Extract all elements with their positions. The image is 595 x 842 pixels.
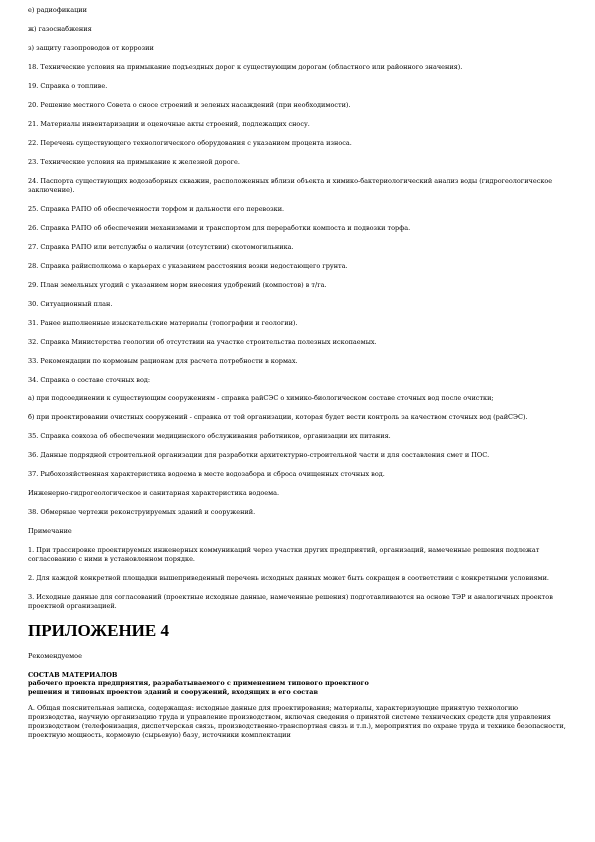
list-item: з) защиту газопроводов от коррозии bbox=[28, 43, 154, 52]
list-item: 32. Справка Министерства геологии об отсутствии на участке строительства полезных ископаемых. bbox=[28, 337, 377, 346]
list-item: 36. Данные подрядной строительной организации для разработки архитектурно-строительной части и для составления смет и ПОС. bbox=[28, 451, 490, 460]
note-item: 3. Исходные данные для согласований (проектные исходные данные, намеченные решения) подготавливаются на основе ТЭР и аналогичных проектов проектной организацией. bbox=[28, 593, 553, 610]
list-item: 33. Рекомендации по кормовым рационам для расчета потребности в кормах. bbox=[28, 356, 298, 365]
items-top-list bbox=[28, 6, 567, 517]
list-item: а) при подсоединении к существующим сооружениям - справка райСЭС о химико-биологическом составе сточных вод после очистки; bbox=[28, 394, 494, 403]
list-item: б) при проектировании очистных сооружений - справка от той организации, которая будет вести контроль за качеством сточных вод (райСЭС). bbox=[28, 413, 528, 422]
list-item: 18. Технические условия на примыкание подъездных дорог к существующим дорогам (областного или районного значения). bbox=[28, 62, 463, 71]
list-item: 26. Справка РАПО об обеспечении механизмами и транспортом для переработки компоста и подвозки торфа. bbox=[28, 223, 411, 232]
list-item: 37. Рыбохозяйственная характеристика водоема в месте водозабора и сброса очищенных сточных вод. bbox=[28, 470, 385, 479]
composition-title: СОСТАВ МАТЕРИАЛОВ bbox=[28, 670, 118, 679]
note-item: 1. При трассировке проектируемых инженерных коммуникаций через участки других предприятий, организаций, намеченные решения подлежат согласованию с ними в установленном порядке. bbox=[28, 546, 540, 564]
appendix-title: ПРИЛОЖЕНИЕ 4 bbox=[28, 620, 169, 640]
notes-list bbox=[28, 546, 567, 610]
list-item: Инженерно-гидрогеологическое и санитарная характеристика водоема. bbox=[28, 489, 280, 498]
list-item: 24. Паспорта существующих водозаборных скважин, расположенных вблизи объекта и химико-бактериологический анализ воды (гидрогеологическое заключение). bbox=[28, 176, 553, 194]
list-item: 19. Справка о топливе. bbox=[28, 81, 108, 90]
composition-line-1: рабочего проекта предприятия, разрабатываемого с применением типового проектного bbox=[28, 679, 369, 688]
list-item: 28. Справка райисполкома о карьерах с указанием расстояния возки недостающего грунта. bbox=[28, 261, 348, 270]
composition-line-2: решения и типовых проектов зданий и сооружений, входящих в его состав bbox=[28, 687, 319, 696]
list-item: 22. Перечень существующего технологического оборудования с указанием процента износа. bbox=[28, 138, 352, 147]
list-item: 34. Справка о составе сточных вод: bbox=[28, 375, 151, 384]
note-item: 2. Для каждой конкретной площадки вышеприведенный перечень исходных данных может быть сокращен в соответствии с конкретными условиями. bbox=[28, 574, 549, 583]
list-item: 29. План земельных угодий с указанием норм внесения удобрений (компостов) в т/га. bbox=[28, 280, 327, 289]
list-item: 38. Обмерные чертежи реконструируемых зданий и сооружений. bbox=[28, 508, 256, 517]
recommended-label: Рекомендуемое bbox=[28, 651, 82, 660]
list-item: 25. Справка РАПО об обеспеченности торфом и дальности его перевозки. bbox=[28, 204, 285, 213]
list-item: 35. Справка совхоза об обеспечении медицинского обслуживания работников, организации их питания. bbox=[28, 432, 391, 441]
list-item: 21. Материалы инвентаризации и оценочные акты строений, подлежащих сносу. bbox=[28, 119, 310, 128]
section-a-text: А. Общая пояснительная записка, содержащая: исходные данные для проектирования; материалы, характеризующие принятую технологию производства, научную организацию труда и управление производством, включая сведения о принятой системе технических средств для управления производством (телефонизация, диспетчерская связь, производственно-транспортная связь и т.п.), мероприятия по охране труда и технике безопасности, проектную мощность, кормовую (сырьевую) базу, источники комплектации bbox=[28, 704, 566, 739]
composition-heading bbox=[28, 671, 567, 696]
list-item: е) радиофикации bbox=[28, 6, 87, 14]
list-item: 20. Решение местного Совета о сносе строений и зеленых насаждений (при необходимости). bbox=[28, 100, 351, 109]
list-item: ж) газоснабжения bbox=[28, 24, 92, 33]
list-item: 30. Ситуационный план. bbox=[28, 299, 113, 308]
note-heading: Примечание bbox=[28, 527, 72, 536]
list-item: 23. Технические условия на примыкание к железной дороге. bbox=[28, 157, 240, 166]
list-item: 31. Ранее выполненные изыскательские материалы (топографии и геологии). bbox=[28, 318, 298, 327]
list-item: 27. Справка РАПО или ветслужбы о наличии (отсутствии) скотомогильника. bbox=[28, 242, 294, 251]
